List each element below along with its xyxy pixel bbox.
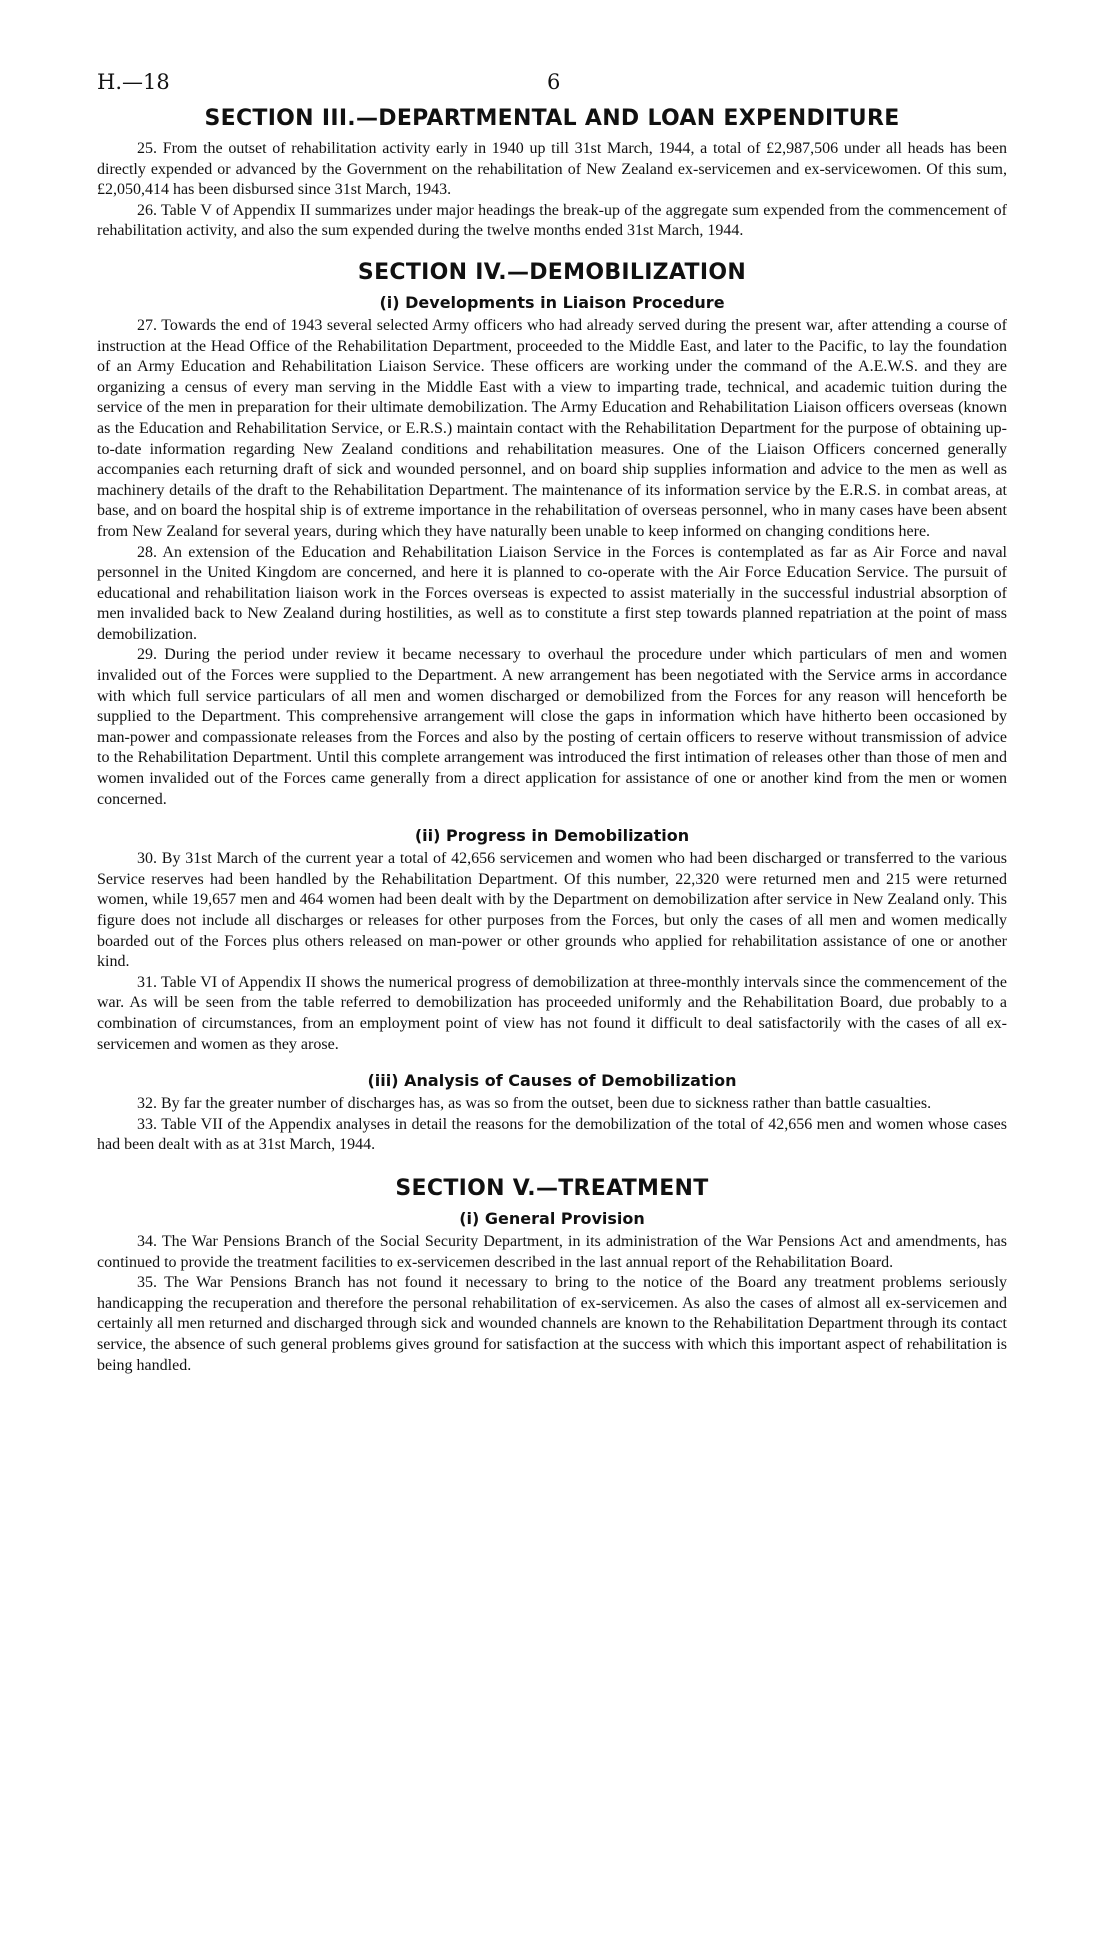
section-title: SECTION III.—DEPARTMENTAL AND LOAN EXPENDITURE [204, 106, 900, 131]
paragraph: 28. An extension of the Education and Rehabilitation Liaison Service in the Forces is contemplated as far as Air Force and naval personnel in the United Kingdom are concerned, and here it is planned to co-operate with the Air Force Education Service. The pursuit of educational and rehabilitation liaison work in the Forces overseas is expected to assist materially in the successful industrial absorption of men invalided back to New Zealand during hostilities, as well as to constitute a first step towards planned repatriation at the point of mass demobilization. [97, 543, 1007, 643]
section-title: SECTION V.—TREATMENT [395, 1175, 709, 1201]
section-title: SECTION IV.—DEMOBILIZATION [357, 259, 747, 285]
page-header [97, 70, 1007, 106]
paragraph: 26. Table V of Appendix II summarizes under major headings the break-up of the aggregate sum expended from the commencement of rehabilitation activity, and also the sum expended during the twelve months ended 31st March, 1944. [97, 201, 1007, 240]
subsection-title: (i) Developments in Liaison Procedure [379, 292, 725, 312]
subsection-title: (i) General Provision [459, 1208, 645, 1228]
paragraph: 34. The War Pensions Branch of the Social Security Department, in its administration of the War Pensions Act and amendments, has continued to provide the treatment facilities to ex-servicemen described in the last annual report of the Rehabilitation Board. [97, 1232, 1007, 1271]
paragraph: 29. During the period under review it became necessary to overhaul the procedure under which particulars of men and women invalided out of the Forces were supplied to the Department. A new arrangement has been negotiated with the Service arms in accordance with which full service particulars of all men and women discharged or demobilized from the Forces for any reason will henceforth be supplied to the Department. This comprehensive arrangement will close the gaps in information which have hitherto been occasioned by man-power and compassionate releases from the Forces and also by the posting of certain officers to reserve without transmission of advice to the Rehabilitation Department. Until this complete arrangement was introduced the first intimation of releases other than those of men and women invalided out of the Forces came generally from a direct application for assistance of one or another kind from the men or women concerned. [97, 646, 1007, 808]
subsection-title: (ii) Progress in Demobilization [414, 826, 690, 846]
paragraph: 30. By 31st March of the current year a total of 42,656 servicemen and women who had been discharged or transferred to the various Service reserves had been handled by the Rehabilitation Department. Of this number, 22,320 were returned men and 215 were returned women, while 19,657 men and 464 women had been dealt with by the Department on demobilization after service in New Zealand only. This figure does not include all discharges or releases for other purposes from the Forces, but only the cases of all men and women medically boarded out of the Forces plus others released on man-power or other grounds who applied for rehabilitation assistance of one or another kind. [97, 850, 1007, 971]
document-reference: H.—18 [97, 70, 170, 94]
paragraph: 35. The War Pensions Branch has not found it necessary to bring to the notice of the Board any treatment problems seriously handicapping the recuperation and therefore the personal rehabilitation of ex-servicemen. As also the cases of almost all ex-servicemen and certainly all men returned and discharged through sick and wounded channels are known to the Rehabilitation Department through its contact service, the absence of such general problems gives ground for satisfaction at the success with which this important aspect of rehabilitation is being handled. [97, 1274, 1007, 1374]
page-number: 6 [547, 70, 561, 94]
paragraph: 31. Table VI of Appendix II shows the numerical progress of demobilization at three-monthly intervals since the commencement of the war. As will be seen from the table referred to demobilization has proceeded uniformly and the Rehabilitation Board, due probably to a combination of circumstances, from an employment point of view has not found it difficult to deal satisfactorily with the cases of all ex-servicemen and women as they arose. [97, 973, 1007, 1053]
document-page [97, 70, 1007, 1376]
subsection-title: (iii) Analysis of Causes of Demobilization [367, 1071, 737, 1091]
paragraph: 32. By far the greater number of discharges has, as was so from the outset, been due to sickness rather than battle casualties. [137, 1095, 932, 1113]
paragraph: 27. Towards the end of 1943 several selected Army officers who had already served during the present war, after attending a course of instruction at the Head Office of the Rehabilitation Department, proceeded to the Middle East, and later to the Pacific, to lay the foundation of an Army Education and Rehabilitation Liaison Service. These officers are working under the command of the A.E.W.S. and they are organizing a census of every man serving in the Middle East with a view to imparting trade, technical, and academic tuition during the service of the men in preparation for their ultimate demobilization. The Army Education and Rehabilitation Liaison officers overseas (known as the Education and Rehabilitation Service, or E.R.S.) maintain contact with the Rehabilitation Department for the purpose of obtaining up-to-date information regarding New Zealand conditions and rehabilitation measures. One of the Liaison Officers concerned generally accompanies each returning draft of sick and wounded personnel, and on board ship supplies information and advice to the men as well as machinery details of the draft to the Rehabilitation Department. The maintenance of its information service by the E.R.S. in combat areas, at base, and on board the hospital ship is of extreme importance in the rehabilitation of overseas personnel, who in many cases have been absent from New Zealand for several years, during which they have naturally been unable to keep informed on changing conditions here. [97, 316, 1007, 540]
paragraph: 25. From the outset of rehabilitation activity early in 1940 up till 31st March, 1944, a total of £2,987,506 under all heads has been directly expended or advanced by the Government on the rehabilitation of New Zealand ex-servicemen and ex-servicewomen. Of this sum, £2,050,414 has been disbursed since 31st March, 1943. [97, 140, 1007, 199]
paragraph: 33. Table VII of the Appendix analyses in detail the reasons for the demobilization of the total of 42,656 men and women whose cases had been dealt with as at 31st March, 1944. [97, 1115, 1007, 1154]
